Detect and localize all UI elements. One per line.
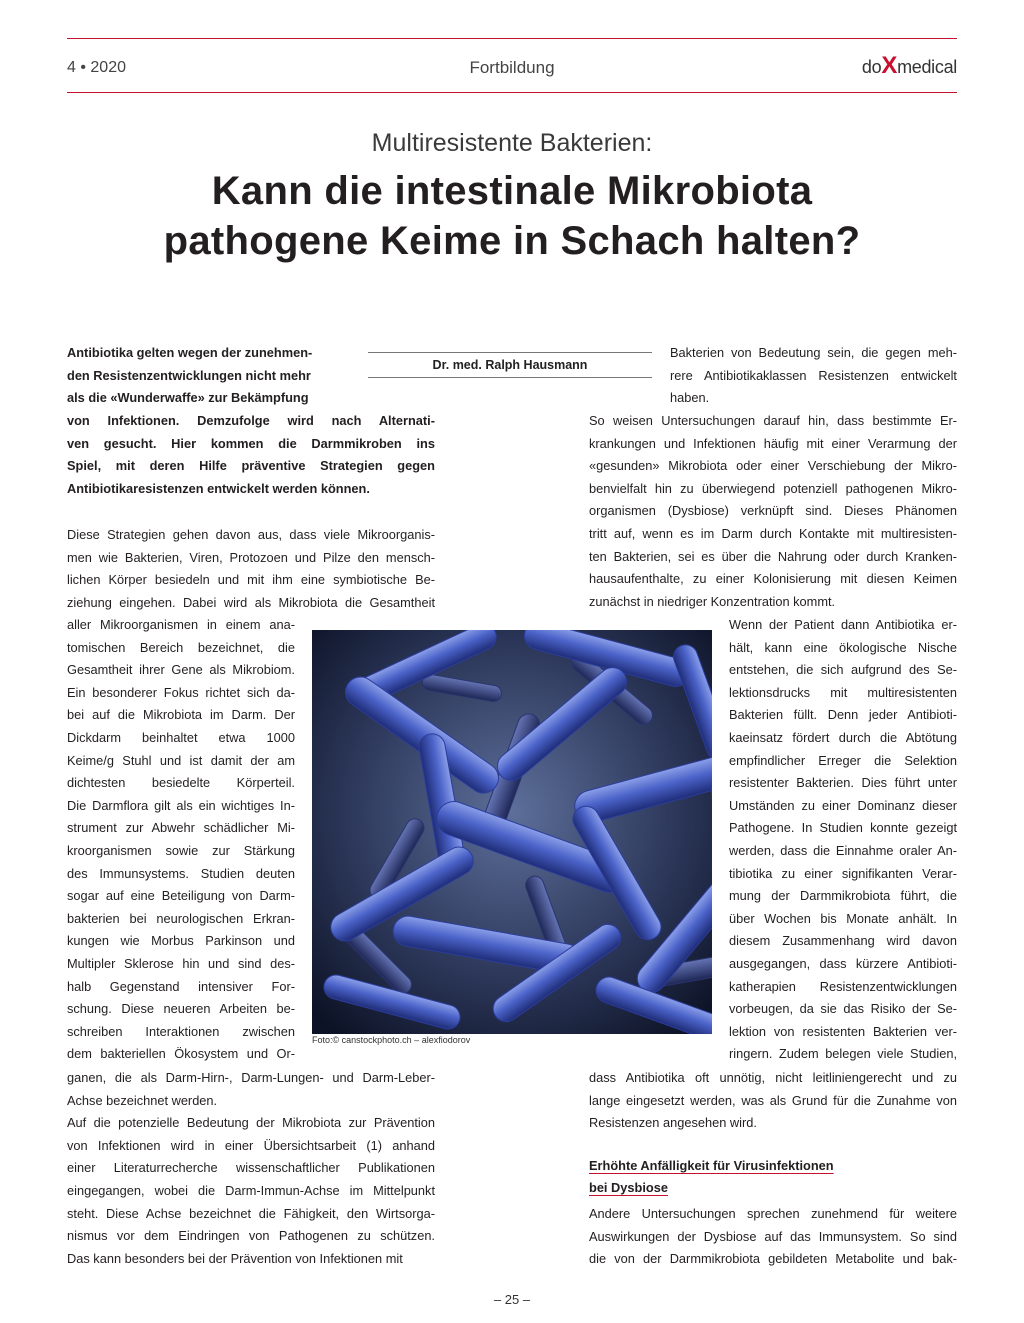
author-box: [368, 352, 652, 378]
title-line: Kann die intestinale Mikrobiota: [211, 169, 813, 213]
text-line: men wie Bakterien, Viren, Protozoen und Pilze den mensch-: [67, 549, 435, 565]
text-line: schreiben Interaktionen zwischen: [67, 1023, 295, 1039]
text-line: ven gesucht. Hier kommen die Darmmikroben ins: [67, 435, 435, 451]
text-line: krankungen und Infektionen häufig mit einer Verarmung der: [589, 435, 957, 451]
page-number: – 25 –: [493, 1292, 531, 1307]
body-text-right-top: [670, 342, 957, 410]
text-line: hält, kann eine ökologische Nische: [729, 639, 957, 655]
section-label: Fortbildung: [469, 58, 555, 77]
text-line: steht. Diese Achse bezeichnet die Fähigkeit, den Wirtsorga-: [67, 1205, 435, 1221]
text-line: hausaufenthalte, zu einer Kolonisierung mit diesen Keimen: [589, 571, 957, 587]
text-line: des Immunsystems. Studien deuten: [67, 865, 295, 881]
body-text-right-narrow: [729, 614, 957, 1066]
text-line: von Infektionen wird in einer Übersichtsarbeit (1) anhand: [67, 1137, 435, 1153]
text-line: werden, dass die Einnahme oraler An-: [729, 842, 957, 858]
text-line: Gesamtheit ihrer Gene als Mikrobiom.: [67, 662, 295, 678]
text-line: Keime/g Stuhl und ist damit der am: [67, 752, 295, 768]
text-line: zunächst in niedriger Konzentration kommt.: [589, 593, 836, 609]
text-line: ganen, die als Darm-Hirn-, Darm-Lungen- und Darm-Leber-: [67, 1070, 435, 1085]
text-line: resistenter Bakterien. Dies führt unter: [729, 775, 957, 791]
text-line: aller Mikroorganismen in einem ana-: [67, 617, 295, 632]
text-line: So weisen Untersuchungen darauf hin, dass bestimmte Er-: [589, 413, 957, 428]
text-line: Achse bezeichnet werden.: [67, 1092, 218, 1108]
bacteria-photo: [312, 630, 712, 1034]
text-line: nismus vor dem Eindringen von Pathogenen zu schützen.: [67, 1228, 435, 1244]
article-kicker: Multiresistente Bakterien:: [371, 129, 653, 157]
title-line: pathogene Keime in Schach halten?: [163, 219, 861, 263]
text-line: Auswirkungen der Dysbiose auf das Immunsystem. So sind: [589, 1228, 957, 1244]
text-line: halb Gegenstand intensiver For-: [67, 978, 295, 994]
text-line: Multipler Sklerose hin und sind des-: [67, 955, 295, 971]
text-line: tritt auf, wenn es im Darm durch Kontakte mit multiresisten-: [589, 525, 957, 541]
text-line: dass Antibiotika oft unnötig, nicht leitliniengerecht und zu: [589, 1070, 957, 1085]
author-rule-bottom: [368, 377, 652, 378]
text-line: benvielfalt hin zu überwiegend potenziell pathogenen Mikro-: [589, 480, 957, 496]
text-line: diesem Zusammenhang wird davon: [729, 933, 957, 949]
text-line: ziehung eingehen. Dabei wird als Mikrobiota die Gesamtheit: [67, 594, 435, 610]
text-line: den Resistenzentwicklungen nicht mehr: [67, 367, 311, 383]
text-line: entstehen, die sich aufgrund des Se-: [729, 662, 957, 678]
subhead-line: bei Dysbiose: [589, 1180, 668, 1195]
text-line: Diese Strategien gehen davon aus, dass viele Mikroorganis-: [67, 527, 435, 542]
text-line: lektionsdrucks mit multiresistenten: [729, 684, 957, 700]
subhead-line: Erhöhte Anfälligkeit für Virusinfektionen: [589, 1158, 834, 1173]
text-line: bakterien bei neurologischen Erkran-: [67, 910, 295, 926]
text-line: haben.: [670, 390, 710, 406]
text-line: kroorganismen sowie zur Stärkung: [67, 842, 295, 858]
text-line: strument zur Abwehr schädlicher Mi-: [67, 820, 295, 836]
text-line: rere Antibiotikaklassen Resistenzen entwickelt: [670, 367, 957, 383]
text-line: die von der Darmmikrobiota gebildeten Metabolite und bak-: [589, 1251, 957, 1267]
text-line: dichtesten besiedelte Körperteil.: [67, 775, 295, 791]
text-line: Antibiotika gelten wegen der zunehmen-: [67, 345, 313, 360]
text-line: über Wochen bis Monate anhält. In: [729, 910, 957, 926]
lead-paragraph-top: [67, 342, 357, 410]
body-text-right-2: [589, 1067, 957, 1135]
text-line: tibiotika zu einer signifikanten Verar-: [729, 865, 957, 881]
text-line: Resistenzen angesehen wird.: [589, 1115, 757, 1131]
text-line: mung der Darmmikrobiota führt, die: [729, 888, 957, 904]
body-text-left-1: [67, 524, 435, 614]
lead-paragraph-bottom: [67, 410, 435, 500]
text-line: vorbeugen, da sie das Risiko der Se-: [729, 1001, 957, 1017]
bacteria-illustration: [312, 630, 712, 1034]
text-line: katherapien Resistenzentwicklungen: [729, 978, 957, 994]
body-text-left-2: [67, 1067, 435, 1270]
text-line: einer Literaturrecherche wissenschaftlicher Publikationen: [67, 1160, 435, 1176]
text-line: Wenn der Patient dann Antibiotika er-: [729, 617, 957, 632]
header-bottom-rule: [67, 92, 957, 93]
text-line: Ein besonderer Fokus richtet sich da-: [67, 684, 295, 700]
text-line: dem bakteriellen Ökosystem und Or-: [67, 1046, 295, 1062]
text-line: eingegangen, wobei die Darm-Immun-Achse im Mittelpunkt: [67, 1182, 435, 1198]
text-line: ausgegangen, dass kürzere Antibioti-: [729, 955, 957, 971]
text-line: bei auf die Mikrobiota im Darm. Der: [67, 707, 295, 723]
text-line: kaeinsatz fördert durch die Abtötung: [729, 729, 957, 745]
text-line: Die Darmflora gilt als ein wichtiges In-: [67, 797, 295, 813]
text-line: «gesunden» Mikrobiota oder einer Verschiebung der Mikro-: [589, 458, 957, 474]
text-line: Pathogene. In Studien konnte gezeigt: [729, 820, 957, 836]
text-line: sogar auf eine Beteiligung von Darm-: [67, 888, 295, 904]
text-line: organismen (Dysbiose) verknüpft sind. Dieses Phänomen: [589, 503, 957, 519]
author-name: Dr. med. Ralph Hausmann: [432, 358, 588, 372]
text-line: Bakterien füllt. Denn jeder Antibioti-: [729, 707, 957, 723]
section-subhead: [589, 1155, 957, 1199]
header-top-rule: [67, 38, 957, 39]
text-line: Dickdarm beinhaltet etwa 1000: [67, 729, 295, 745]
doxmedical-logo: doXmedical: [861, 52, 957, 79]
text-line: Bakterien von Bedeutung sein, die gegen meh-: [670, 345, 957, 360]
text-line: als die «Wunderwaffe» zur Bekämpfung: [67, 390, 309, 406]
text-line: von Infektionen. Demzufolge wird nach Alternati-: [67, 413, 435, 428]
text-line: Umständen zu einer Dominanz dieser: [729, 797, 957, 813]
text-line: Antibiotikaresistenzen entwickelt werden können.: [67, 480, 370, 496]
text-line: lange eingesetzt werden, was als Grund für die Zunahme von: [589, 1092, 957, 1108]
text-line: Das kann besonders bei der Prävention von Infektionen mit: [67, 1250, 403, 1266]
text-line: tomischen Bereich bezeichnet, die: [67, 639, 295, 655]
text-line: ten Bakterien, sei es über die Nahrung oder durch Kranken-: [589, 548, 957, 564]
photo-credit: Foto:© canstockphoto.ch – alexfiodorov: [312, 1035, 471, 1045]
text-line: kungen wie Morbus Parkinson und: [67, 933, 295, 949]
text-line: Auf die potenzielle Bedeutung der Mikrobiota zur Prävention: [67, 1115, 435, 1131]
text-line: Andere Untersuchungen sprechen zunehmend für weitere: [589, 1206, 957, 1221]
article-title: [0, 166, 1024, 266]
text-line: lichen Körper besiedeln und mit ihm eine symbiotische Be-: [67, 572, 435, 588]
text-line: lektion von resistenten Bakterien ver-: [729, 1023, 957, 1039]
body-text-right-3: [589, 1203, 957, 1271]
body-text-left-narrow: [67, 614, 295, 1066]
text-line: empfindlicher Erreger die Selektion: [729, 752, 957, 768]
text-line: ringern. Zudem belegen viele Studien,: [729, 1046, 957, 1062]
issue-number: 4 • 2020: [67, 59, 126, 76]
text-line: schung. Diese neueren Arbeiten be-: [67, 1001, 295, 1017]
body-text-right-1: [589, 410, 957, 613]
text-line: Spiel, mit deren Hilfe präventive Strategien gegen: [67, 458, 435, 474]
